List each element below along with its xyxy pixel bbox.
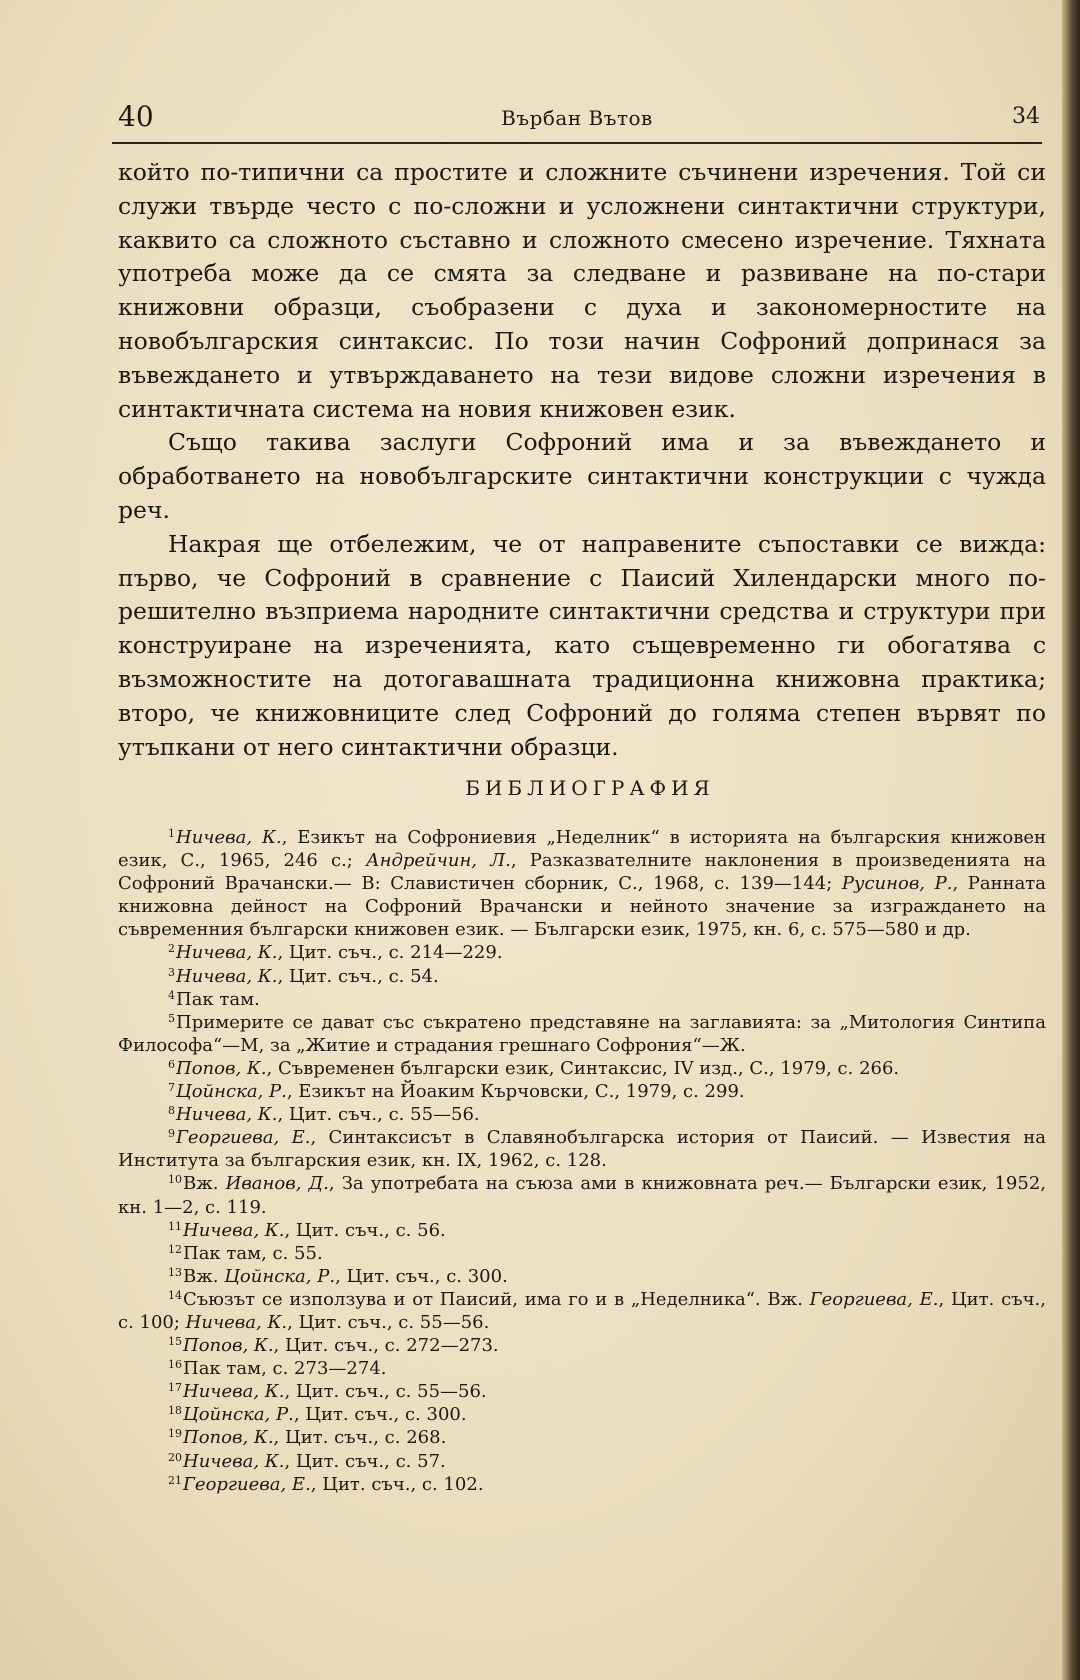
footnote-number: 6 xyxy=(168,1057,175,1071)
footnote-number: 12 xyxy=(168,1242,182,1256)
author-name: Ничева, К. xyxy=(183,1219,285,1241)
author-name: Попов, К. xyxy=(183,1427,274,1449)
author-name: Георгиева, Е. xyxy=(183,1473,311,1495)
author-name: Ничева, К. xyxy=(176,827,282,848)
author-name: Цойнска, Р. xyxy=(224,1265,336,1287)
footnote-number: 2 xyxy=(168,942,175,956)
note-text: , Цит. съч., с. 56. xyxy=(284,1219,446,1241)
bibliography-note xyxy=(118,1242,1046,1265)
author-name: Цойнска, Р. xyxy=(183,1404,294,1426)
note-text: , Цит. съч., с. 214—229. xyxy=(277,942,503,964)
bibliography-note xyxy=(118,1219,1046,1242)
author-name: Ничева, К. xyxy=(176,942,278,964)
note-text: , За употребата на съюза ами в книжовната реч.— Български език, 1952, кн. 1—2, с. 119. xyxy=(118,1173,1046,1218)
author-name: Ничева, К. xyxy=(183,1450,285,1472)
footnote-number: 17 xyxy=(168,1381,182,1395)
note-text: Пак там, с. 55. xyxy=(183,1242,323,1264)
footnote-number: 16 xyxy=(168,1358,182,1372)
author-name: Цойнска, Р. xyxy=(176,1081,287,1103)
footnote-number: 5 xyxy=(168,1011,175,1025)
page-number: 40 xyxy=(118,100,154,133)
page-header xyxy=(112,100,1042,144)
note-text: , Цит. съч., с. 100; xyxy=(118,1288,1046,1333)
footnote-number: 11 xyxy=(168,1219,182,1233)
author-name: Русинов, Р. xyxy=(841,873,953,895)
note-text: , Цит. съч., с. 57. xyxy=(284,1450,446,1472)
note-text: , Цит. съч., с. 55—56. xyxy=(277,1104,480,1126)
body-text xyxy=(118,156,1046,764)
footnote-number: 14 xyxy=(168,1288,182,1302)
bibliography-note xyxy=(118,1011,1046,1057)
author-name: Андрейчин, Л. xyxy=(365,850,511,872)
bibliography-note xyxy=(118,1357,1046,1380)
note-text: , Съвременен български език, Синтаксис, IV изд., С., 1979, с. 266. xyxy=(266,1057,900,1079)
author-name: Попов, К. xyxy=(183,1335,274,1357)
bibliography-note xyxy=(118,1403,1046,1426)
author-name: Ничева, К. xyxy=(176,965,278,987)
note-text: , Цит. съч., с. 55—56. xyxy=(287,1311,490,1333)
note-text: Съюзът се използува и от Паисий, има го и в „Неделника“. Вж. xyxy=(183,1288,810,1310)
footnote-number: 15 xyxy=(168,1335,182,1349)
bibliography-note xyxy=(118,988,1046,1011)
footnote-number: 1 xyxy=(168,827,175,840)
note-text: , Цит. съч., с. 300. xyxy=(335,1265,508,1287)
note-text: , Цит. съч., с. 102. xyxy=(310,1473,484,1495)
footnote-number: 18 xyxy=(168,1404,182,1418)
footnote-number: 9 xyxy=(168,1127,175,1141)
bibliography-note xyxy=(118,1334,1046,1357)
bibliography-note xyxy=(118,941,1046,964)
note-text: Примерите се дават със съкратено представяне на заглавията: за „Митология Синтипа Философа“—М, за „Житие и страдания грешнаго Софрония“—Ж. xyxy=(118,1011,1046,1056)
bibliography-note xyxy=(118,1126,1046,1172)
footnote-number: 8 xyxy=(168,1104,175,1118)
author-name: Попов, К. xyxy=(176,1057,267,1079)
bibliography-note xyxy=(118,1473,1046,1496)
body-paragraph: който по-типични са простите и сложните съчинени изречения. Той си служи твърде често с по-сложни и усложнени синтактични структури, каквито са сложното съставно и сложното смесено изречение. Тяхната употреба може да се смята за следване и развиване на по-стари книжовни образци, съобразени с духа и закономерностите на новобългарския синтаксис. По този начин Софроний допринася за въвеждането и утвърждаването на тези видове сложни изречения в синтактичната система на новия книжовен език. xyxy=(118,158,1046,423)
footnote-number: 20 xyxy=(168,1450,182,1464)
bibliography-note xyxy=(118,1450,1046,1473)
bibliography-note xyxy=(118,1426,1046,1449)
bibliography-title: БИБЛИОГРАФИЯ xyxy=(465,776,715,800)
footnote-number: 21 xyxy=(168,1473,182,1487)
bibliography-note xyxy=(118,1057,1046,1080)
note-text: , Езикът на Софрониевия „Неделник“ в историята на българския книжовен език, С., 1965, 246 с.; xyxy=(118,827,1046,872)
note-text: , Синтаксисът в Славянобългарска история от Паисий. — Известия на Института за българския език, кн. IX, 1962, с. 128. xyxy=(118,1127,1046,1172)
footnote-number: 3 xyxy=(168,965,175,979)
body-paragraph: Накрая ще отбележим, че от направените съпоставки се вижда: първо, че Софроний в сравнение с Паисий Хилендарски много по-решително възприема народните синтактични средства и структури при конструиране на изреченията, като същевременно ги обогатява с възможностите на дотогавашната традиционна книжовна практика; второ, че книжовниците след Софроний до голяма степен вървят по утъпкани от него синтактични образци. xyxy=(118,529,1046,761)
footnote-number: 13 xyxy=(168,1265,182,1279)
note-text: , Разказвателните наклонения в произведенията на Софроний Врачански.— В: Славистичен сборник, С., 1968, с. 139—144; xyxy=(118,850,1046,895)
footnote-number: 10 xyxy=(168,1173,182,1187)
note-text: , Цит. съч., с. 268. xyxy=(273,1427,447,1449)
author-name: Георгиева, Е. xyxy=(176,1127,311,1149)
author-name: Ничева, К. xyxy=(176,1104,278,1126)
bibliography-note xyxy=(118,965,1046,988)
note-text: , Цит. съч., с. 300. xyxy=(293,1404,467,1426)
bibliography-notes xyxy=(118,826,1046,1496)
bibliography-note xyxy=(118,1265,1046,1288)
footnote-number: 19 xyxy=(168,1427,182,1441)
bibliography-note xyxy=(118,826,1046,941)
author-name: Иванов, Д. xyxy=(225,1173,329,1195)
bibliography-note xyxy=(118,1172,1046,1218)
body-paragraph: Също такива заслуги Софроний има и за въвеждането и обработването на новобългарските синтактични конструкции с чужда реч. xyxy=(118,428,1046,524)
note-text: , Ранната книжовна дейност на Софроний Врачански и нейното значение за изграждането на съвременния български книжовен език. — Български език, 1975, кн. 6, с. 575—580 и др. xyxy=(118,873,1046,941)
running-head: Върбан Вътов xyxy=(501,106,653,130)
note-text: Вж. xyxy=(183,1265,225,1287)
bibliography-note xyxy=(118,1103,1046,1126)
footnote-number: 4 xyxy=(168,988,175,1002)
author-name: Ничева, К. xyxy=(185,1311,288,1333)
note-text: Пак там. xyxy=(176,988,260,1010)
original-page-number: 34 xyxy=(1012,104,1040,129)
note-text: , Цит. съч., с. 54. xyxy=(277,965,439,987)
note-text: Вж. xyxy=(183,1173,226,1195)
bibliography-note xyxy=(118,1288,1046,1334)
author-name: Георгиева, Е. xyxy=(809,1288,939,1310)
bibliography-note xyxy=(118,1380,1046,1403)
note-text: , Цит. съч., с. 272—273. xyxy=(273,1335,499,1357)
note-text: Пак там, с. 273—274. xyxy=(183,1358,387,1380)
bibliography-note xyxy=(118,1080,1046,1103)
note-text: , Езикът на Йоаким Кърчовски, С., 1979, с. 299. xyxy=(286,1081,745,1103)
page-edge-shadow xyxy=(1062,0,1080,1680)
note-text: , Цит. съч., с. 55—56. xyxy=(284,1381,487,1403)
footnote-number: 7 xyxy=(168,1081,175,1095)
author-name: Ничева, К. xyxy=(183,1381,285,1403)
